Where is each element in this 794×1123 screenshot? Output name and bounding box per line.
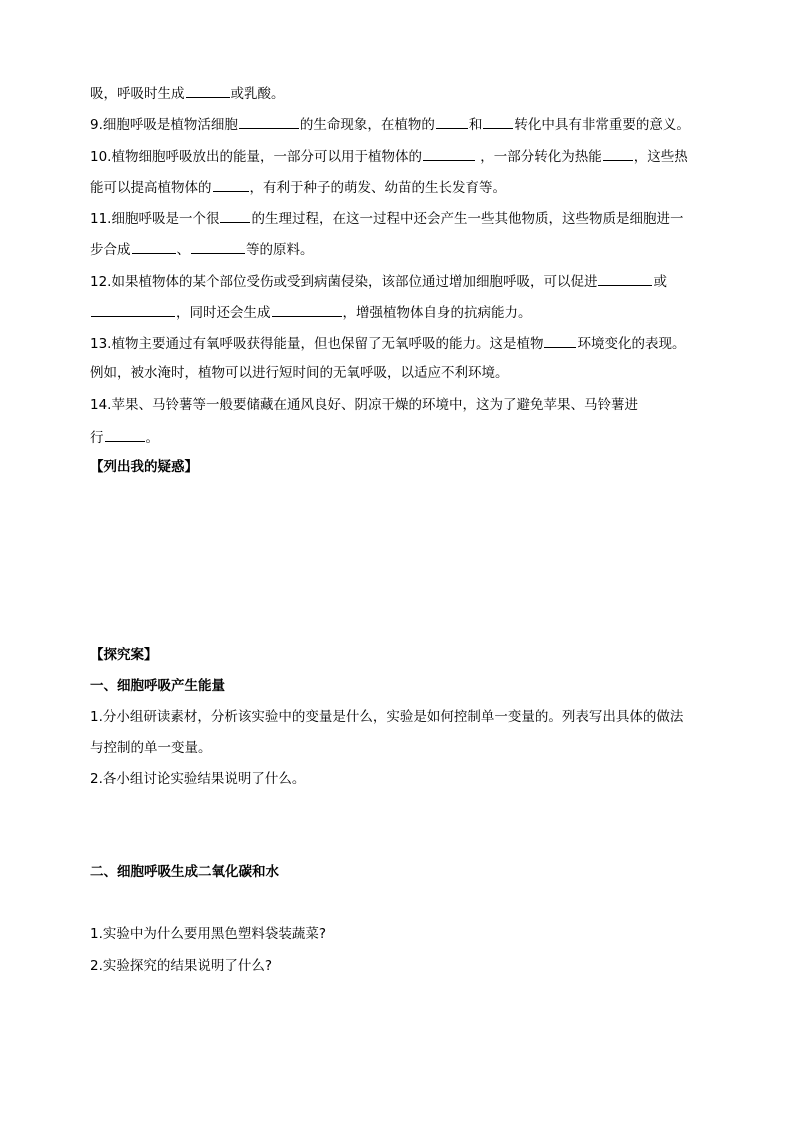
fill-blank[interactable] (544, 333, 576, 348)
fill-blank[interactable] (220, 208, 250, 223)
text: ，一部分转化为热能 (480, 149, 602, 165)
fill-blank[interactable] (132, 239, 176, 254)
text: 的生命现象，在植物的 (299, 117, 435, 133)
question-13 (90, 333, 685, 351)
question-13-cont (90, 364, 509, 382)
fill-blank[interactable] (105, 427, 145, 442)
section-1-question-2: 2.各小组讨论实验结果说明了什么。 (90, 771, 306, 787)
text: 12.如果植物体的某个部位受伤或受到病菌侵染，该部位通过增加细胞呼吸，可以促进 (90, 274, 598, 290)
section-2-title: 二、细胞呼吸生成二氧化碳和水 (90, 864, 279, 880)
text: 9.细胞呼吸是植物活细胞 (90, 117, 238, 133)
question-10 (90, 146, 688, 164)
fill-blank[interactable] (483, 114, 513, 129)
text: 步合成 (90, 242, 131, 258)
text: 或乳酸。 (230, 86, 285, 102)
text: 转化中具有非常重要的意义。 (514, 117, 690, 133)
fill-blank[interactable] (191, 239, 245, 254)
question-12 (90, 271, 667, 289)
text: ，增强植物体自身的抗病能力。 (342, 305, 532, 321)
text: 13.植物主要通过有氧呼吸获得能量，但也保留了无氧呼吸的能力。这是植物 (90, 336, 544, 352)
line-continued (90, 83, 285, 101)
fill-blank[interactable] (91, 302, 175, 317)
section-1-title: 一、细胞呼吸产生能量 (90, 678, 225, 694)
text: 例如，被水淹时，植物可以进行短时间的无氧呼吸，以适应不利环境。 (90, 365, 509, 381)
text: 、 (176, 242, 190, 258)
fill-blank[interactable] (603, 146, 633, 161)
section-1-question-1-cont: 与控制的单一变量。 (90, 740, 212, 756)
section-2-question-1: 1.实验中为什么要用黑色塑料袋装蔬菜? (90, 926, 327, 942)
text: 或 (653, 274, 667, 290)
fill-blank[interactable] (239, 114, 299, 129)
text: 和 (468, 117, 483, 133)
text: ，有利于种子的萌发、幼苗的生长发育等。 (249, 180, 506, 196)
text: ，这些热 (633, 149, 688, 165)
doubts-heading: 【列出我的疑惑】 (90, 459, 198, 475)
text: ，同时还会生成 (176, 305, 271, 321)
question-11-cont (90, 239, 314, 257)
question-12-cont (90, 302, 532, 320)
question-9 (90, 114, 690, 132)
explore-heading: 【探究案】 (90, 647, 158, 663)
question-11 (90, 208, 683, 226)
text: 吸，呼吸时生成 (90, 86, 185, 102)
text: 行 (90, 430, 104, 446)
question-14-cont (90, 427, 159, 445)
section-1-question-1: 1.分小组研读素材，分析该实验中的变量是什么，实验是如何控制单一变量的。列表写出具体的做法 (90, 709, 684, 725)
text: 10.植物细胞呼吸放出的能量，一部分可以用于植物体的 (90, 149, 422, 165)
section-2-question-2: 2.实验探究的结果说明了什么? (90, 958, 273, 974)
fill-blank[interactable] (423, 146, 475, 161)
fill-blank[interactable] (186, 83, 230, 98)
fill-blank[interactable] (598, 271, 652, 286)
text: 等的原料。 (246, 242, 314, 258)
question-14 (90, 396, 638, 414)
text: 11.细胞呼吸是一个很 (90, 211, 220, 227)
fill-blank[interactable] (272, 302, 342, 317)
text: 14.苹果、马铃薯等一般要储藏在通风良好、阴凉干燥的环境中，这为了避免苹果、马铃薯进 (90, 397, 638, 413)
text: 。 (145, 430, 159, 446)
text: 的生理过程，在这一过程中还会产生一些其他物质，这些物质是细胞进一 (251, 211, 684, 227)
question-10-cont (90, 177, 506, 195)
fill-blank[interactable] (213, 177, 249, 192)
text: 能可以提高植物体的 (90, 180, 212, 196)
fill-blank[interactable] (436, 114, 468, 129)
text: 环境变化的表现。 (577, 336, 686, 352)
